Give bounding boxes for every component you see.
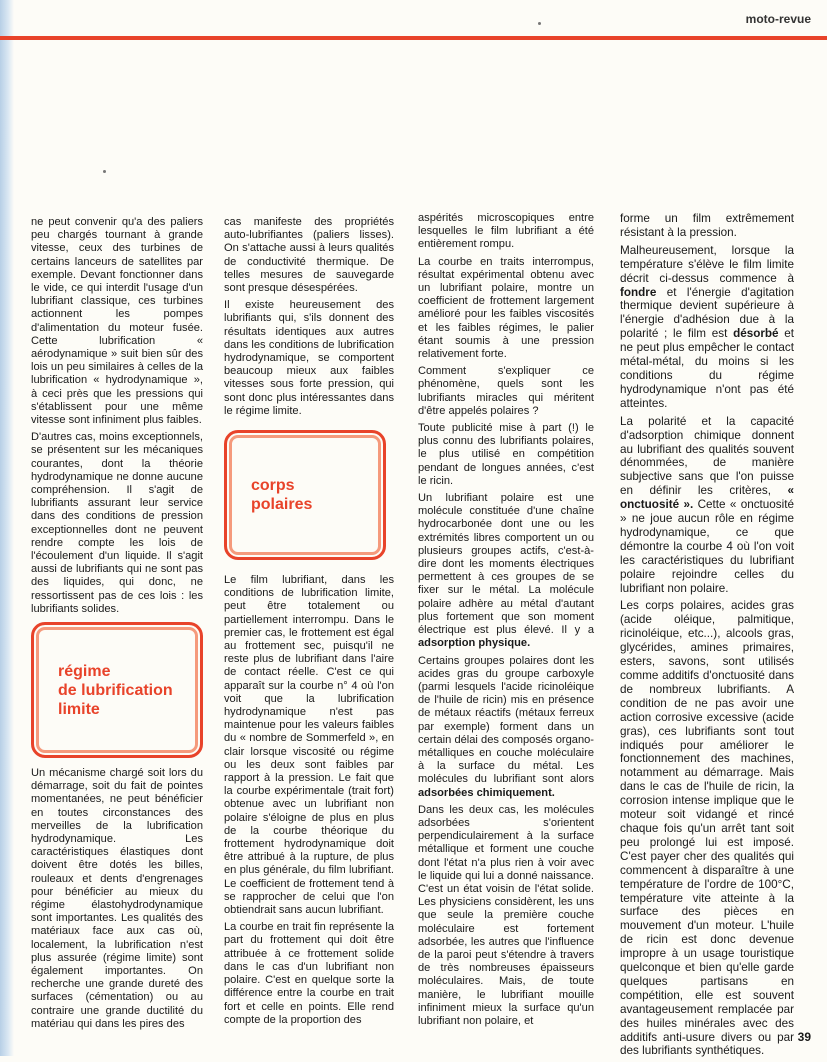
paragraph: Un lubrifiant polaire est une molécule constituée d'une chaîne hydrocarbonée dont une ou les extrémités libres comportent un ou plusieurs groupes actifs, c'est-à-dire dont les moments électriques permettent à ces groupes de se fixer sur le métal. La molécule polaire adhère au métal d'autant plus fortement que son moment électrique est plus élevé. Il y a adsorption physique. <box>418 492 594 650</box>
paragraph: Les corps polaires, acides gras (acide oléique, palmitique, ricinoléique, etc...), alcools gras, glycérides, amines primaires, esters, savons, sont utilisés comme additifs d'onctuosité dans de nombreux lubrifiants. A condition de ne pas avoir une action corrosive excessive (acide gras), ces lubrifiants sont tout indiqués pour améliorer le fonctionnement des machines, notamment au démarrage. Mais dans le cas de l'huile de ricin, la corrosion intense implique que le moteur soit vidangé et rincé chaque fois qu'un arrêt tant soit peu prolongé lui est imposé. C'est payer cher des qualités qui commencent à disparaître à une température de l'ordre de 100°C, température vite atteinte à la surface des pièces en mouvement d'un moteur. L'huile de ricin est donc devenue impropre à un usage touristique quelconque et bien qu'elle garde quelques partisans en compétition, elle est souvent avantageusement remplacée par des huiles minérales avec des additifs anti-usure divers ou par des lubrifiants synthétiques. <box>620 599 794 1058</box>
paragraph: Comment s'expliquer ce phénomène, quels sont les lubrifiants miracles qui méritent d'être appelés polaires ? <box>418 365 594 417</box>
section-title: corps polaires <box>251 477 313 513</box>
column-2 <box>224 216 394 422</box>
paragraph: Il existe heureusement des lubrifiants qui, s'ils donnent des résultats identiques aux autres dans les conditions de lubrification hydrodynamique, se comportent beaucoup mieux aux faibles vitesses sous forte pression, qui sont donc plus intéressantes dans le régime limite. <box>224 299 394 417</box>
column-4 <box>620 212 794 1062</box>
paragraph: D'autres cas, moins exceptionnels, se présentent sur les mécaniques courantes, dont la théorie hydrodynamique ne donne aucune compréhension. Il s'agit de lubrifiants assurant leur service dans des conditions de pression exceptionnelles dont ne peuvent rendre compte les lois de l'écoulement d'un liquide. Il s'agit aussi de lubrifiants qui ne sont pas des liquides, qui donc, ne ressortissent pas de ces lois : les lubrifiants solides. <box>31 431 203 615</box>
page-number: 39 <box>797 1030 811 1044</box>
magazine-name: moto-revue <box>745 12 811 26</box>
header-rule <box>0 36 827 40</box>
column-2-continued <box>224 574 394 1031</box>
paragraph: Malheureusement, lorsque la température s'élève le film limite décrit ci-dessus commence à fondre et l'énergie d'agitation thermique devient supérieure à l'énergie d'adhésion due à la polarité ; le film est désorbé et ne peut plus empêcher le contact métal-métal, du moins si les conditions du régime hydrodynamique n'ont pas été atteintes. <box>620 243 795 410</box>
paragraph: Un mécanisme chargé soit lors du démarrage, soit du fait de pointes momentanées, ne peut bénéficier en toutes circonstances des merveilles de la lubrification hydrodynamique. Les caractéristiques élastiques dont doivent être dotés les billes, rouleaux et dents d'engrenages pour bénéficier au mieux du régime élastohydrodynamique sont importantes. Les qualités des matériaux face aux cas où, localement, la lubrification n'est plus assurée (régime limite) sont également importantes. On recherche une grande dureté des surfaces (cémentation) ou au contraire une grande ductilité du matériau qui dans les pires des <box>31 767 203 1030</box>
column-3 <box>418 212 594 1032</box>
paragraph: Le film lubrifiant, dans les conditions de lubrification limite, peut être totalement ou partiellement interrompu. Dans le premier cas, le frottement est égal au frottement sec, puisqu'il ne reste plus de lubrifiant dans l'aire de contact réelle. C'est ce qui apparaît sur la courbe n° 4 où l'on voit que la lubrification hydrodynamique n'est pas maintenue pour les valeurs faibles du « nombre de Sommerfeld », en clair lorsque viscosité ou régime ou les deux sont faibles par rapport à la pression. Le fait que la courbe expérimentale (trait fort) obtenue avec un lubrifiant non polaire s'éloigne de plus en plus de la courbe théorique du frottement hydrodynamique doit être attribué à la rupture, de plus en plus générale, du film lubrifiant. Le coefficient de frottement tend à se rapprocher de celui que l'on obtiendrait sans aucun lubrifiant. <box>224 574 394 917</box>
paragraph: Toute publicité mise à part (!) le plus connu des lubrifiants polaires, le plus utilisé en compétition pendant de longues années, c'est le ricin. <box>418 422 594 487</box>
column-1 <box>31 216 203 620</box>
paragraph: ne peut convenir qu'a des paliers peu chargés tournant à grande vitesse, ceux des turbines de certains lanceurs de satellites par exemple. Devant fonctionner dans le vide, ce qui interdit l'usage d'un lubrifiant classique, ces turbines actionnent les pompes d'alimentation du moteur fusée. Cette lubrification « aérodynamique » suit bien sûr des lois un peu similaires à celles de la lubrification « hydrodynamique », à ceci près que les pressions qui s'établissent pour une même vitesse sont infiniment plus faibles. <box>31 216 203 427</box>
paragraph: cas manifeste des propriétés auto-lubrifiantes (paliers lisses). On s'attache aussi à leurs qualités de conductivité thermique. De telles mesures de sauvegarde sont presque désespérées. <box>224 216 394 295</box>
decorative-dot <box>103 170 106 173</box>
page-spine <box>0 0 14 1056</box>
paragraph: aspérités microscopiques entre lesquelles le film lubrifiant a été entièrement rompu. <box>418 212 594 251</box>
paragraph: La courbe en trait fin représente la part du frottement qui doit être attribuée à ce frottement solide dans le cas d'un lubrifiant non polaire. C'est en quelque sorte la différence entre la courbe en trait fort et celle en points. Elle rend compte de la proportion des <box>224 921 394 1026</box>
paragraph: Dans les deux cas, les molécules adsorbées s'orientent perpendiculairement à la surface métallique et forment une couche dont l'état n'a plus rien à voir avec le liquide qui lui a donné naissance. C'est un état voisin de l'état solide. Les physiciens considèrent, les uns que seule la première couche moléculaire est fortement adsorbée, les autres que l'influence de la paroi peut s'étendre à travers de très nombreuses épaisseurs moléculaires. Mais, de toute manière, le lubrifiant mouille infiniment mieux la surface qu'un lubrifiant non polaire, et <box>418 803 594 1027</box>
decorative-dot <box>538 22 541 25</box>
section-box-corps-polaires <box>224 430 386 560</box>
paragraph: forme un film extrêmement résistant à la pression. <box>620 212 794 239</box>
column-1-continued <box>31 767 203 1035</box>
paragraph: La polarité et la capacité d'adsorption chimique donnent au lubrifiant des qualités souvent dénommées, de manière subjective sans que l'on puisse en définir les critères, « onctuosité ». Cette « onctuosité » ne joue aucun rôle en régime hydrodynamique, ce que démontre la courbe 4 où l'on voit les caractéristiques du lubrifiant polaire rejoindre celles du lubrifiant non polaire. <box>620 414 795 595</box>
paragraph: La courbe en traits interrompus, résultat expérimental obtenu avec un lubrifiant polaire, montre un coefficient de frottement largement amélioré pour les faibles viscosités et les faibles régimes, le palier étant soumis à une pression relativement forte. <box>418 255 594 361</box>
section-box-regime-limite <box>31 622 203 758</box>
section-title: régime de lubrification limite <box>58 662 173 718</box>
paragraph: Certains groupes polaires dont les acides gras du groupe carboxyle (parmi lesquels l'acide ricinoléique de l'huile de ricin) mis en présence de métaux réactifs (métaux ferreux par exemple) forment dans un certain délai des composés organo-métalliques en couche moléculaire à la surface du métal. Les molécules du lubrifiant sont alors adsorbées chimiquement. <box>418 654 594 799</box>
